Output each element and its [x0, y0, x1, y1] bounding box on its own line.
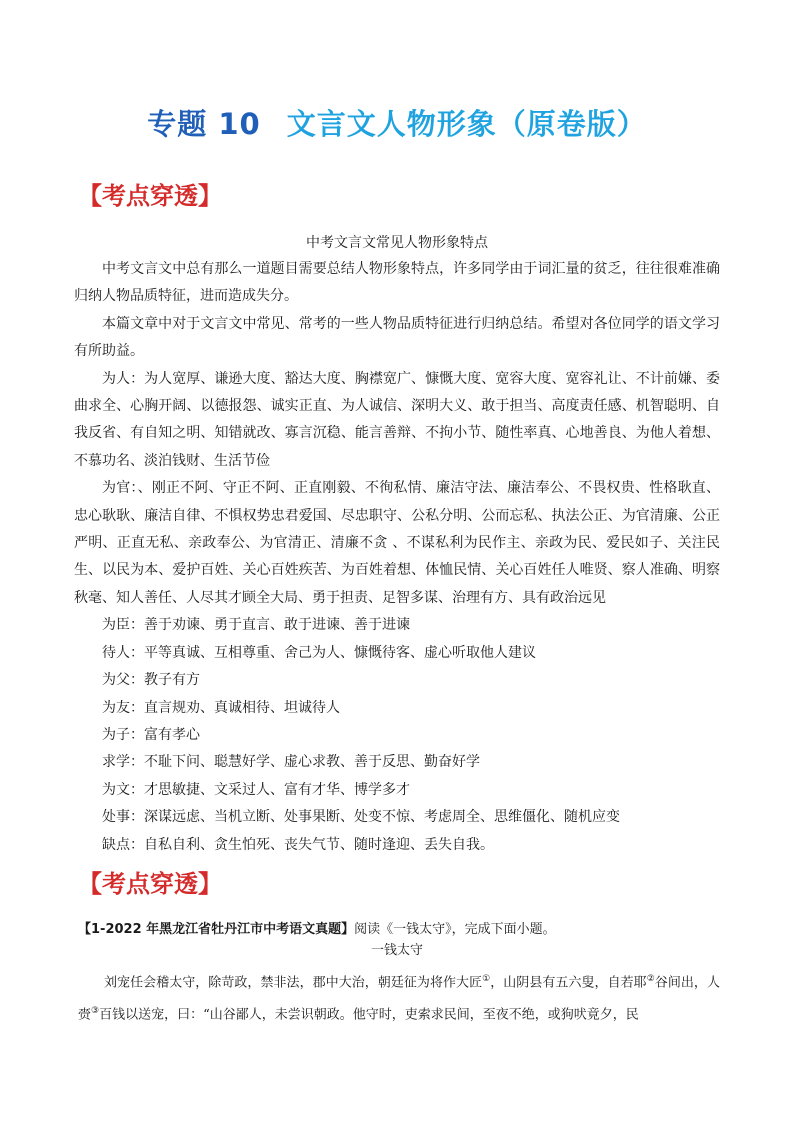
category-text: 为人宽厚、谦逊大度、豁达大度、胸襟宽广、慷慨大度、宽容大度、宽容礼让、不计前嫌、委曲求全、心胸开阔、以德报怨、诚实正直、为人诚信、深明大义、敢于担当、高度责任感、机智聪明、自我反省、有自知之明、知错就改、寡言沉稳、能言善辩、不拘小节、随性率真、心地善良、为他人着想、不慕功名、淡泊钱财、生活节俭: [74, 370, 720, 469]
passage-title: 一钱太守: [370, 943, 423, 958]
category-chu-shi: [74, 804, 720, 831]
intro-paragraph-2: 本篇文章中对于文言文中常见、常考的一些人物品质特征进行归纳总结。希望对各位同学的语文学习有所助益。: [74, 315, 720, 360]
category-wei-fu: [74, 667, 720, 694]
passage-paragraph: [78, 965, 720, 1030]
category-wei-ren: [74, 366, 720, 476]
category-text: 善于劝谏、勇于直言、敢于进谏、善于进谏: [144, 617, 410, 634]
category-label: 缺点：: [102, 836, 144, 853]
category-label: 求学：: [102, 754, 144, 771]
section-heading-1: 【考点穿透】: [78, 182, 222, 210]
section-heading-2: 【考点穿透】: [78, 870, 222, 898]
category-que-dian: [74, 832, 720, 859]
category-text: 平等真诚、互相尊重、舍己为人、慷慨待客、虚心听取他人建议: [144, 644, 536, 661]
passage-text: 谷间出，人赍: [78, 975, 720, 1023]
footnote-marker: ①: [482, 974, 491, 984]
passage-body: [78, 965, 720, 1030]
category-label: 处事：: [102, 809, 144, 826]
category-text: 不耻下问、聪慧好学、虚心求教、善于反思、勤奋好学: [144, 754, 480, 771]
category-label: 为友：: [102, 699, 144, 716]
question-source: 【1-2022 年黑龙江省牡丹江市中考语文真题】: [78, 922, 355, 937]
category-label: 为子：: [102, 726, 144, 743]
question-instruction: 阅读《一钱太守》，完成下面小题。: [354, 922, 556, 937]
category-label: 为官：: [102, 480, 138, 497]
category-text: 直言规劝、真诚相待、坦诚待人: [144, 699, 340, 716]
category-wei-zi: [74, 722, 720, 749]
page-title: [0, 102, 794, 143]
subtitle: 中考文言文常见人物形象特点: [306, 235, 488, 251]
category-text: 教子有方: [144, 672, 200, 689]
passage-quote: “山谷鄙人，未尝识朝政。他守时，吏索求民间，至夜不绝，或狗吠竟夕，民: [203, 1007, 639, 1023]
title-topic-name: 文言文人物形象（原卷版）: [286, 107, 647, 141]
category-label: 待人：: [102, 644, 144, 661]
intro-paragraph-1: 中考文言文中总有那么一道题目需要总结人物形象特点，许多同学由于词汇量的贫乏，往往很难准确归纳人物品质特征，进而造成失分。: [74, 261, 720, 305]
category-label: 为臣：: [102, 617, 144, 634]
category-text: 富有孝心: [144, 726, 200, 743]
category-label: 为父：: [102, 672, 144, 689]
category-qiu-xue: [74, 749, 720, 776]
passage-text: 刘宠任会稽太守，除苛政，禁非法，郡中大治，朝廷征为将作大匠: [104, 975, 483, 991]
title-topic-number: 专题 10: [147, 107, 261, 141]
category-text: 才思敏捷、文采过人、富有才华、博学多才: [144, 781, 410, 798]
category-wei-chen: [74, 612, 720, 639]
question-header: [78, 920, 728, 940]
passage-text: ，山阴县有五六叟，自若耶: [490, 975, 647, 991]
category-label: 为人：: [102, 370, 145, 387]
category-text: 深谋远虑、当机立断、处事果断、处变不惊、考虑周全、思维僵化、随机应变: [144, 809, 620, 826]
footnote-marker: ②: [646, 974, 655, 984]
category-wei-wen: [74, 777, 720, 804]
category-text: 自私自利、贪生怕死、丧失气节、随时逢迎、丢失自我。: [144, 836, 494, 853]
category-wei-you: [74, 695, 720, 722]
category-dai-ren: [74, 640, 720, 667]
category-wei-guan: [74, 475, 720, 612]
article-body: [74, 256, 720, 859]
footnote-marker: ③: [91, 1006, 100, 1017]
category-text: 、刚正不阿、守正不阿、正直刚毅、不徇私情、廉洁守法、廉洁奉公、不畏权贵、性格耿直、忠心耿耿、廉洁自律、不惧权势忠君爱国、尽忠职守、公私分明、公而忘私、执法公正、为官清廉、公正严明、正直无私、亲政奉公、为官清正、清廉不贪 、不谋私利为民作主、亲政为民、爱民如子、关注民生、以民为本、爱护百姓、关心百姓疾苦、为百姓着想、体恤民情、关心百姓任人唯贤、察人准确、明察秋毫、知人善任、人尽其才顾全大局、勇于担责、足智多谋、治理有方、具有政治远见: [74, 480, 721, 606]
category-label: 为文：: [102, 781, 144, 798]
passage-text: 百钱以送宠，曰：: [99, 1007, 204, 1023]
